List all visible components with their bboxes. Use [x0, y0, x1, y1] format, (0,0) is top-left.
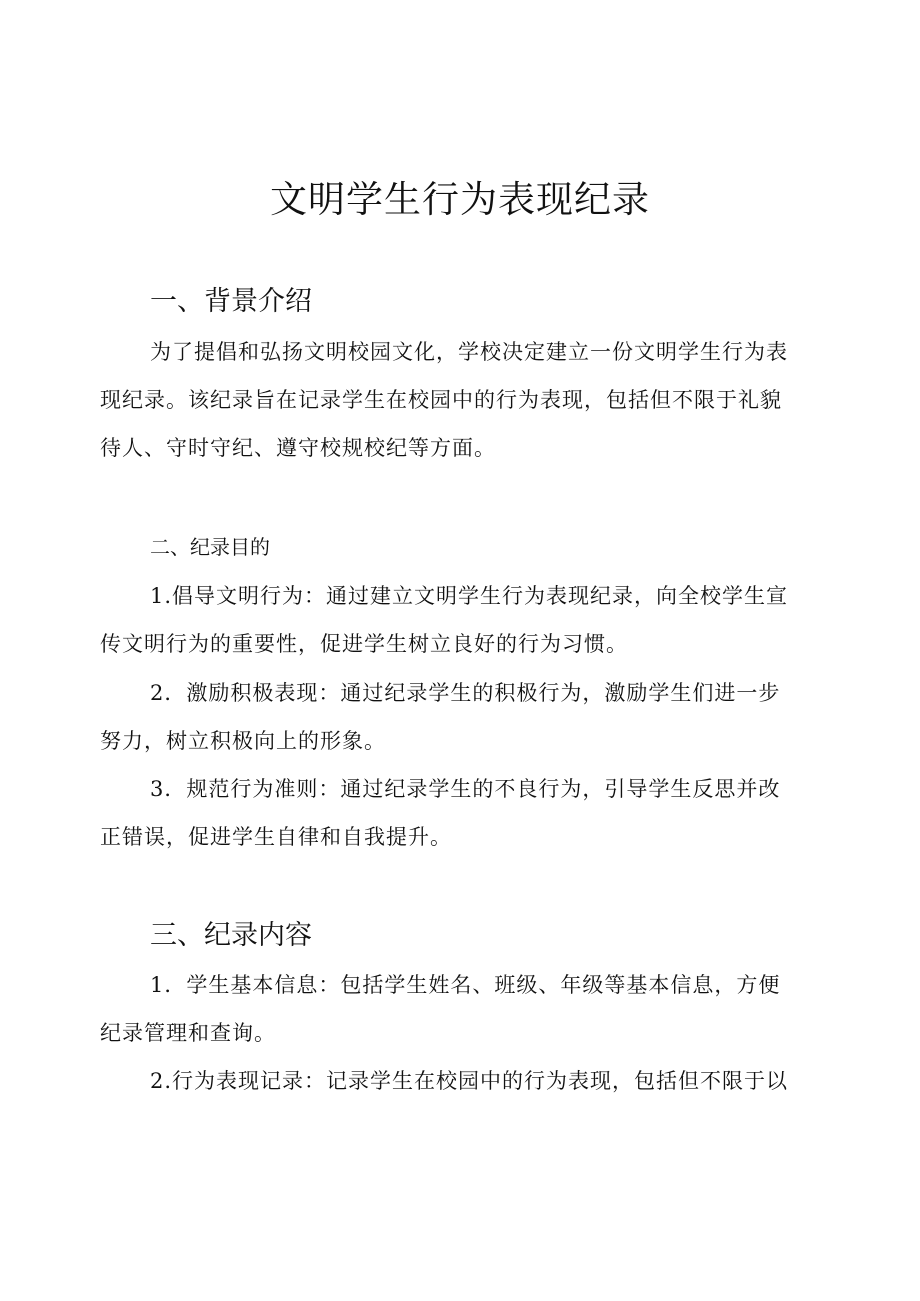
paragraph-line: 传文明行为的重要性，促进学生树立良好的行为习惯。 — [100, 632, 628, 656]
list-item-purpose-2 — [100, 669, 820, 765]
section-heading-purpose: 二、纪录目的 — [150, 535, 270, 559]
paragraph-line: 2．激励积极表现：通过纪录学生的积极行为，激励学生们进一步 — [150, 681, 781, 705]
paragraph-line: 现纪录。该纪录旨在记录学生在校园中的行为表现，包括但不限于礼貌 — [100, 388, 782, 412]
paragraph-line: 努力，树立积极向上的形象。 — [100, 729, 386, 753]
paragraph-line: 正错误，促进学生自律和自我提升。 — [100, 825, 452, 849]
list-item-purpose-3 — [100, 765, 820, 861]
list-item-purpose-1 — [100, 572, 820, 668]
paragraph-line: 待人、守时守纪、遵守校规校纪等方面。 — [100, 436, 496, 460]
paragraph-line: 纪录管理和查询。 — [100, 1021, 276, 1045]
section-paragraph-background — [100, 328, 820, 472]
paragraph-line: 1.倡导文明行为：通过建立文明学生行为表现纪录，向全校学生宣 — [150, 584, 789, 608]
paragraph-line: 3．规范行为准则：通过纪录学生的不良行为，引导学生反思并改 — [150, 777, 781, 801]
list-item-content-2 — [100, 1057, 820, 1105]
paragraph-line: 1．学生基本信息：包括学生姓名、班级、年级等基本信息，方便 — [150, 973, 781, 997]
section-heading-content: 三、纪录内容 — [150, 920, 312, 951]
section-heading-background: 一、背景介绍 — [150, 286, 312, 317]
paragraph-line: 为了提倡和弘扬文明校园文化，学校决定建立一份文明学生行为表 — [150, 340, 788, 364]
document-title: 文明学生行为表现纪录 — [270, 178, 650, 221]
list-item-content-1 — [100, 961, 820, 1057]
paragraph-line: 2.行为表现记录：记录学生在校园中的行为表现，包括但不限于以 — [150, 1069, 789, 1093]
